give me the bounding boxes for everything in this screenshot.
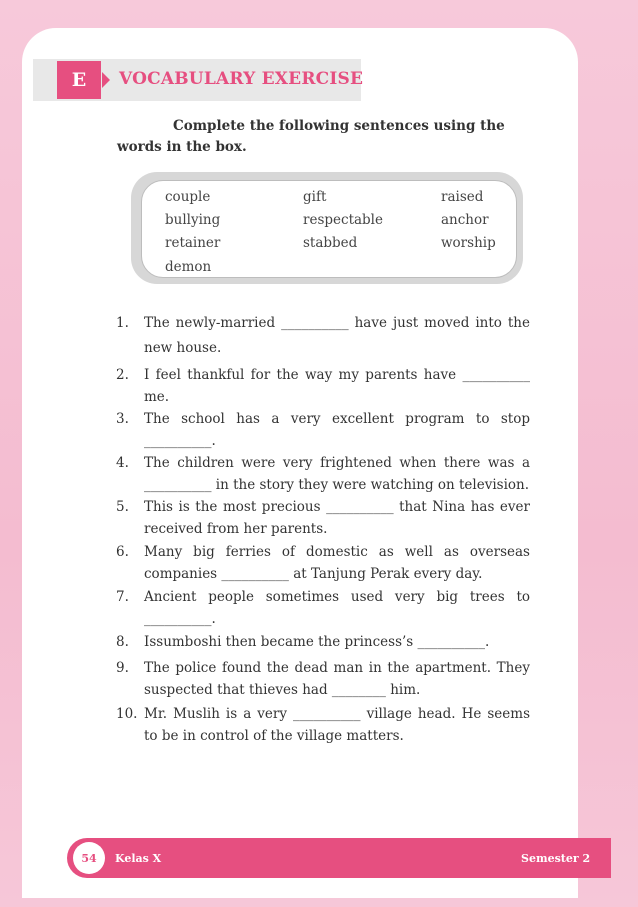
word-item: gift [303,189,327,205]
word-item: demon [165,259,212,275]
footer-semester-label: Semester 2 [521,852,591,865]
word-item: anchor [441,212,489,228]
section-arrow-icon [102,72,110,88]
question-text: The police found the dead man in the apartment. They suspected that thieves had ________ him. [144,660,530,698]
question-text: The newly-married __________ have just moved into the new house. [144,315,530,356]
word-item: respectable [303,212,383,228]
question-item [116,496,530,540]
question-item [116,311,530,361]
question-text: Issumboshi then became the princess’s __________. [144,634,490,650]
question-item [116,452,530,496]
question-item [116,541,530,585]
question-text: Many big ferries of domestic as well as overseas companies __________ at Tanjung Perak every day. [144,544,530,582]
question-number: 10. [116,706,138,722]
question-item [116,586,530,630]
question-item [116,703,530,747]
question-number: 1. [116,315,129,331]
word-item: retainer [165,235,221,251]
page-number: 54 [73,842,105,874]
word-item: stabbed [303,235,358,251]
question-text: Mr. Muslih is a very __________ village head. He seems to be in control of the village matters. [144,706,530,744]
question-item [116,408,530,452]
question-number: 4. [116,455,129,471]
word-item: raised [441,189,484,205]
question-number: 8. [116,634,129,650]
question-text: Ancient people sometimes used very big trees to __________. [144,589,530,627]
instruction-text: Complete the following sentences using the words in the box. [117,118,505,155]
question-number: 5. [116,499,129,515]
question-text: The children were very frightened when there was a __________ in the story they were watching on television. [144,455,530,493]
question-item [116,657,530,701]
word-item: worship [441,235,496,251]
question-text: I feel thankful for the way my parents have __________ me. [144,367,530,405]
question-number: 6. [116,544,129,560]
question-number: 7. [116,589,129,605]
question-item [116,364,530,408]
word-item: bullying [165,212,221,228]
section-letter-badge: E [57,61,101,99]
question-item [116,631,530,653]
question-text: The school has a very excellent program to stop __________. [144,411,530,449]
question-number: 3. [116,411,129,427]
section-title: VOCABULARY EXERCISE [119,69,364,89]
question-text: This is the most precious __________ that Nina has ever received from her parents. [144,499,530,537]
word-item: couple [165,189,211,205]
question-number: 2. [116,367,129,383]
footer-class-label: Kelas X [115,852,162,865]
question-number: 9. [116,660,129,676]
